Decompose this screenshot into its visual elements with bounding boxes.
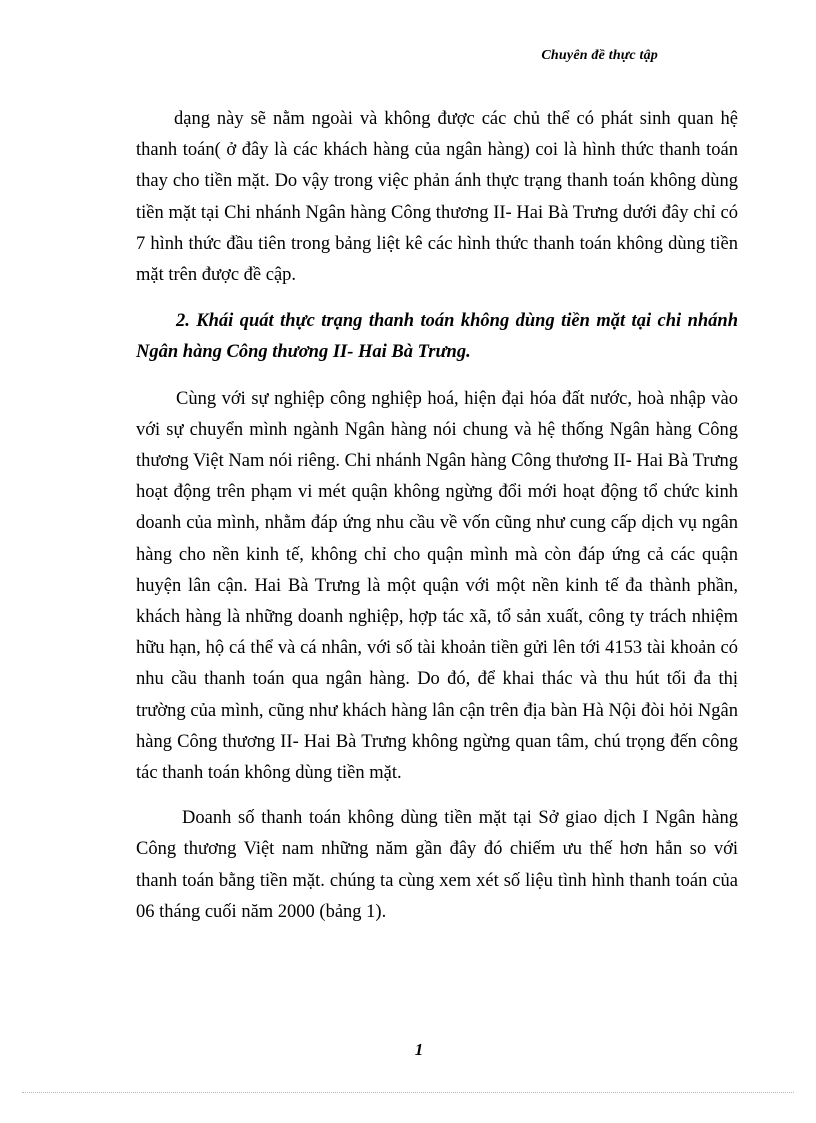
document-body	[136, 104, 738, 928]
spacer	[136, 789, 738, 803]
spacer	[136, 291, 738, 306]
page-number: 1	[414, 1040, 424, 1059]
spacer	[136, 369, 738, 384]
footer-divider	[22, 1092, 794, 1093]
paragraph-overview: Cùng với sự nghiệp công nghiệp hoá, hiện đại hóa đất nước, hoà nhập vào với sự chuyển mình ngành Ngân hàng nói chung và hệ thống Ngân hàng Công thương Việt Nam nói riêng. Chi nhánh Ngân hàng Công thương II- Hai Bà Trưng hoạt động trên phạm vi mét quận không ngừng đổi mới hoạt động tổ chức kinh doanh của mình, nhằm đáp ứng nhu cầu về vốn cũng như cung cấp dịch vụ ngân hàng cho nền kinh tế, không chỉ cho quận mình mà còn đáp ứng cả các quận huyện lân cận. Hai Bà Trưng là một quận với một nền kinh tế đa thành phần, khách hàng là những doanh nghiệp, hợp tác xã, tổ sản xuất, công ty trách nhiệm hữu hạn, hộ cá thể và cá nhân, với số tài khoản tiền gửi lên tới 4153 tài khoản có nhu cầu thanh toán qua ngân hàng. Do đó, để khai thác và thu hút tối đa thị trường của mình, cũng như khách hàng lân cận trên địa bàn Hà Nội đòi hỏi Ngân hàng Công thương II- Hai Bà Trưng không ngừng quan tâm, chú trọng đến công tác thanh toán không dùng tiền mặt.	[136, 388, 738, 784]
paragraph-revenue: Doanh số thanh toán không dùng tiền mặt tại Sở giao dịch I Ngân hàng Công thương Việt nam những năm gần đây đó chiếm ưu thế hơn hẳn so với thanh toán bằng tiền mặt. chúng ta cùng xem xét số liệu tình hình thanh toán của 06 tháng cuối năm 2000 (bảng 1).	[136, 808, 738, 922]
section-heading: 2. Khái quát thực trạng thanh toán không dùng tiền mặt tại chi nhánh Ngân hàng Công thương II- Hai Bà Trưng.	[136, 311, 738, 363]
running-header: Chuyên đề thực tập	[541, 48, 658, 63]
paragraph-continuation: dạng này sẽ nằm ngoài và không được các chủ thể có phát sinh quan hệ thanh toán( ở đây là các khách hàng của ngân hàng) coi là hình thức thanh toán thay cho tiền mặt. Do vậy trong việc phản ánh thực trạng thanh toán không dùng tiền mặt tại Chi nhánh Ngân hàng Công thương II- Hai Bà Trưng dưới đây chỉ có 7 hình thức đầu tiên trong bảng liệt kê các hình thức thanh toán không dùng tiền mặt trên được đề cập.	[136, 109, 738, 286]
